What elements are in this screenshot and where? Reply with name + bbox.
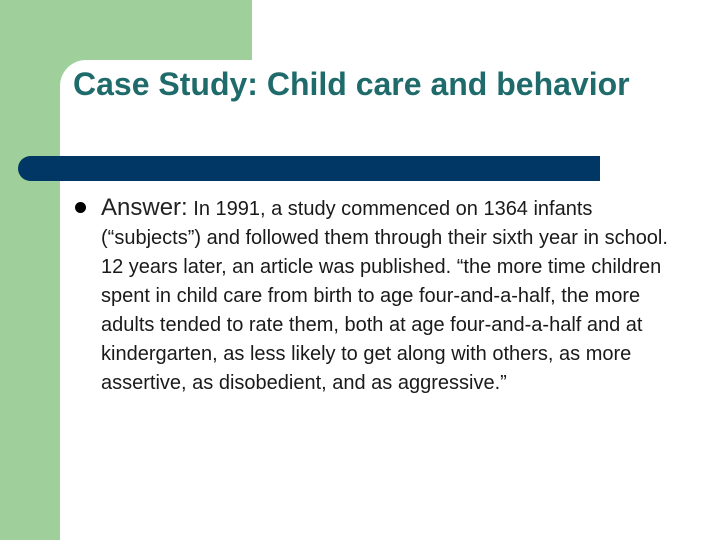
title-underline-bar (18, 156, 600, 181)
bullet-dot-icon (75, 202, 86, 213)
bullet-body: In 1991, a study commenced on 1364 infants (“subjects”) and followed them through their sixth year in school. 12 years later, an article was published. “the more time children spent in child care from birth to age four-and-a-half, the more adults tended to rate them, both at age four-and-a-half and at kindergarten, as less likely to get along with others, as more assertive, as disobedient, and as aggressive.” (101, 198, 668, 394)
slide-title: Case Study: Child care and behavior (73, 66, 630, 102)
bullet-text (101, 193, 681, 398)
bullet-lead-in: Answer: (101, 194, 188, 221)
